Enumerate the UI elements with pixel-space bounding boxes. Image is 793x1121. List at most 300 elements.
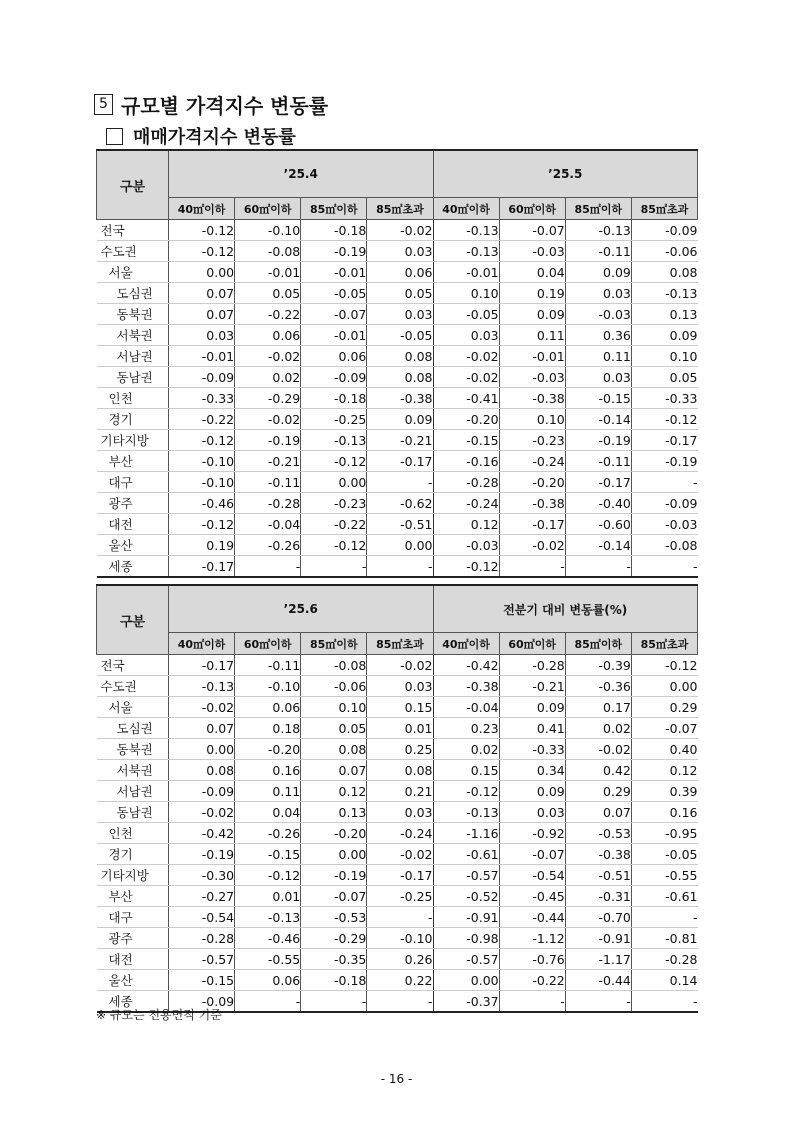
value-cell: 0.03 bbox=[565, 283, 631, 304]
value-cell: 0.05 bbox=[235, 283, 301, 304]
value-cell: 0.07 bbox=[169, 283, 235, 304]
value-cell: -0.12 bbox=[235, 865, 301, 886]
row-label: 전국 bbox=[97, 220, 169, 241]
value-cell: 0.00 bbox=[301, 844, 367, 865]
row-label: 도심권 bbox=[97, 718, 169, 739]
value-cell: -0.12 bbox=[169, 514, 235, 535]
value-cell: -0.02 bbox=[433, 346, 499, 367]
size-header: 85㎡이하 bbox=[565, 633, 631, 655]
table-row bbox=[97, 970, 698, 991]
size-header: 85㎡초과 bbox=[631, 633, 697, 655]
size-header: 85㎡초과 bbox=[367, 633, 433, 655]
value-cell: 0.22 bbox=[367, 970, 433, 991]
value-cell: -0.22 bbox=[301, 514, 367, 535]
table-row bbox=[97, 367, 698, 388]
value-cell: -0.02 bbox=[367, 655, 433, 676]
value-cell: -0.17 bbox=[367, 865, 433, 886]
value-cell: -0.06 bbox=[631, 241, 697, 262]
value-cell: -0.20 bbox=[301, 823, 367, 844]
value-cell: -1.16 bbox=[433, 823, 499, 844]
value-cell: -0.13 bbox=[301, 430, 367, 451]
table-row bbox=[97, 928, 698, 949]
value-cell: -0.10 bbox=[235, 220, 301, 241]
size-header: 60㎡이하 bbox=[235, 198, 301, 220]
value-cell: -0.02 bbox=[235, 409, 301, 430]
value-cell: -0.54 bbox=[169, 907, 235, 928]
value-cell: - bbox=[367, 907, 433, 928]
table-row bbox=[97, 823, 698, 844]
row-label: 전국 bbox=[97, 655, 169, 676]
table-row bbox=[97, 472, 698, 493]
size-header: 85㎡이하 bbox=[565, 198, 631, 220]
value-cell: -0.01 bbox=[301, 325, 367, 346]
table-row bbox=[97, 451, 698, 472]
size-header: 40㎡이하 bbox=[433, 633, 499, 655]
table-row bbox=[97, 718, 698, 739]
value-cell: 0.25 bbox=[367, 739, 433, 760]
size-header: 40㎡이하 bbox=[433, 198, 499, 220]
value-cell: 0.29 bbox=[565, 781, 631, 802]
value-cell: -0.33 bbox=[631, 388, 697, 409]
row-label: 기타지방 bbox=[97, 430, 169, 451]
value-cell: -0.01 bbox=[433, 262, 499, 283]
row-label: 도심권 bbox=[97, 283, 169, 304]
table-row bbox=[97, 388, 698, 409]
value-cell: -0.38 bbox=[367, 388, 433, 409]
value-cell: -0.25 bbox=[367, 886, 433, 907]
value-cell: -0.70 bbox=[565, 907, 631, 928]
value-cell: -0.02 bbox=[367, 844, 433, 865]
value-cell: 0.02 bbox=[433, 739, 499, 760]
value-cell: -0.44 bbox=[565, 970, 631, 991]
value-cell: -0.31 bbox=[565, 886, 631, 907]
value-cell: -0.12 bbox=[433, 556, 499, 578]
value-cell: 0.00 bbox=[169, 739, 235, 760]
value-cell: - bbox=[367, 991, 433, 1013]
value-cell: 0.04 bbox=[499, 262, 565, 283]
table-row bbox=[97, 283, 698, 304]
value-cell: -0.12 bbox=[169, 220, 235, 241]
value-cell: -0.29 bbox=[235, 388, 301, 409]
value-cell: -0.01 bbox=[499, 346, 565, 367]
value-cell: -0.01 bbox=[235, 262, 301, 283]
value-cell: -0.53 bbox=[565, 823, 631, 844]
value-cell: 0.12 bbox=[301, 781, 367, 802]
value-cell: -0.91 bbox=[433, 907, 499, 928]
value-cell: -0.39 bbox=[565, 655, 631, 676]
value-cell: 0.19 bbox=[499, 283, 565, 304]
table-row bbox=[97, 949, 698, 970]
value-cell: -0.28 bbox=[631, 949, 697, 970]
value-cell: -0.26 bbox=[235, 823, 301, 844]
table-row bbox=[97, 535, 698, 556]
value-cell: -0.28 bbox=[499, 655, 565, 676]
value-cell: -0.51 bbox=[565, 865, 631, 886]
value-cell: -0.17 bbox=[565, 472, 631, 493]
value-cell: -0.17 bbox=[631, 430, 697, 451]
table-row bbox=[97, 760, 698, 781]
value-cell: -0.22 bbox=[235, 304, 301, 325]
row-label: 동남권 bbox=[97, 367, 169, 388]
table-row bbox=[97, 346, 698, 367]
value-cell: -0.07 bbox=[301, 304, 367, 325]
value-cell: - bbox=[235, 556, 301, 578]
price-index-table-1 bbox=[96, 149, 698, 578]
value-cell: -0.20 bbox=[499, 472, 565, 493]
value-cell: 0.12 bbox=[631, 760, 697, 781]
value-cell: 0.16 bbox=[631, 802, 697, 823]
value-cell: 0.10 bbox=[433, 283, 499, 304]
table-row bbox=[97, 844, 698, 865]
value-cell: -0.19 bbox=[631, 451, 697, 472]
value-cell: -0.03 bbox=[433, 535, 499, 556]
value-cell: 0.03 bbox=[367, 802, 433, 823]
price-index-table-2 bbox=[96, 584, 698, 1013]
row-label: 서남권 bbox=[97, 781, 169, 802]
table-row bbox=[97, 676, 698, 697]
value-cell: 0.41 bbox=[499, 718, 565, 739]
size-header: 85㎡이하 bbox=[301, 198, 367, 220]
value-cell: -0.46 bbox=[169, 493, 235, 514]
value-cell: -0.03 bbox=[499, 241, 565, 262]
value-cell: -0.46 bbox=[235, 928, 301, 949]
table-row bbox=[97, 739, 698, 760]
value-cell: 0.05 bbox=[367, 283, 433, 304]
value-cell: -0.05 bbox=[367, 325, 433, 346]
value-cell: -0.10 bbox=[235, 676, 301, 697]
subsection-title: 매매가격지수 변동률 bbox=[133, 127, 296, 148]
value-cell: -0.19 bbox=[301, 865, 367, 886]
value-cell: -0.05 bbox=[301, 283, 367, 304]
value-cell: -0.92 bbox=[499, 823, 565, 844]
value-cell: 0.03 bbox=[367, 304, 433, 325]
page-number: - 16 - bbox=[380, 1072, 413, 1086]
value-cell: -0.91 bbox=[565, 928, 631, 949]
value-cell: 0.13 bbox=[631, 304, 697, 325]
value-cell: -0.10 bbox=[169, 472, 235, 493]
value-cell: -0.51 bbox=[367, 514, 433, 535]
value-cell: -0.52 bbox=[433, 886, 499, 907]
value-cell: 0.00 bbox=[433, 970, 499, 991]
row-label: 동북권 bbox=[97, 739, 169, 760]
value-cell: 0.39 bbox=[631, 781, 697, 802]
value-cell: -0.17 bbox=[367, 451, 433, 472]
value-cell: -0.07 bbox=[499, 844, 565, 865]
value-cell: -0.21 bbox=[235, 451, 301, 472]
value-cell: -0.09 bbox=[301, 367, 367, 388]
size-header: 85㎡이하 bbox=[301, 633, 367, 655]
value-cell: -0.12 bbox=[169, 430, 235, 451]
value-cell: -0.12 bbox=[301, 451, 367, 472]
value-cell: -0.28 bbox=[235, 493, 301, 514]
table-row bbox=[97, 802, 698, 823]
row-label: 기타지방 bbox=[97, 865, 169, 886]
value-cell: -0.13 bbox=[565, 220, 631, 241]
size-header: 60㎡이하 bbox=[235, 633, 301, 655]
value-cell: 0.06 bbox=[235, 970, 301, 991]
value-cell: -0.07 bbox=[301, 886, 367, 907]
value-cell: -0.02 bbox=[235, 346, 301, 367]
value-cell: 0.18 bbox=[235, 718, 301, 739]
value-cell: 0.10 bbox=[499, 409, 565, 430]
table-row bbox=[97, 262, 698, 283]
value-cell: 0.03 bbox=[565, 367, 631, 388]
table-row bbox=[97, 220, 698, 241]
section-heading bbox=[94, 90, 328, 119]
period-header: ’25.4 bbox=[169, 150, 434, 198]
period-header: ’25.6 bbox=[169, 585, 434, 633]
value-cell: -0.02 bbox=[565, 739, 631, 760]
value-cell: -0.12 bbox=[631, 409, 697, 430]
row-label: 서울 bbox=[97, 697, 169, 718]
table-row bbox=[97, 907, 698, 928]
row-label: 동북권 bbox=[97, 304, 169, 325]
value-cell: -0.02 bbox=[169, 697, 235, 718]
table-row bbox=[97, 781, 698, 802]
table-body bbox=[97, 655, 698, 1013]
value-cell: -0.01 bbox=[301, 262, 367, 283]
value-cell: -0.19 bbox=[235, 430, 301, 451]
row-label: 대구 bbox=[97, 472, 169, 493]
value-cell: -0.09 bbox=[631, 493, 697, 514]
value-cell: -0.10 bbox=[367, 928, 433, 949]
row-label: 대전 bbox=[97, 514, 169, 535]
period-header: ’25.5 bbox=[433, 150, 698, 198]
value-cell: 0.12 bbox=[433, 514, 499, 535]
value-cell: - bbox=[631, 907, 697, 928]
value-cell: 0.09 bbox=[367, 409, 433, 430]
value-cell: 0.06 bbox=[301, 346, 367, 367]
value-cell: -0.11 bbox=[235, 472, 301, 493]
value-cell: -0.04 bbox=[433, 697, 499, 718]
footnote: ※ 규모는 전용면적 기준 bbox=[96, 1008, 222, 1022]
value-cell: 0.02 bbox=[235, 367, 301, 388]
table-row bbox=[97, 556, 698, 578]
value-cell: 0.23 bbox=[433, 718, 499, 739]
value-cell: 0.11 bbox=[499, 325, 565, 346]
value-cell: -0.61 bbox=[631, 886, 697, 907]
value-cell: - bbox=[367, 556, 433, 578]
value-cell: -0.95 bbox=[631, 823, 697, 844]
value-cell: -0.15 bbox=[433, 430, 499, 451]
value-cell: 0.00 bbox=[367, 535, 433, 556]
value-cell: -0.37 bbox=[433, 991, 499, 1013]
value-cell: -0.09 bbox=[169, 367, 235, 388]
value-cell: 0.00 bbox=[169, 262, 235, 283]
value-cell: -0.12 bbox=[631, 655, 697, 676]
value-cell: 0.05 bbox=[301, 718, 367, 739]
value-cell: -0.17 bbox=[499, 514, 565, 535]
value-cell: -0.14 bbox=[565, 535, 631, 556]
value-cell: 0.26 bbox=[367, 949, 433, 970]
value-cell: -0.57 bbox=[169, 949, 235, 970]
value-cell: 0.07 bbox=[301, 760, 367, 781]
value-cell: 0.09 bbox=[631, 325, 697, 346]
value-cell: 0.10 bbox=[631, 346, 697, 367]
value-cell: 0.05 bbox=[631, 367, 697, 388]
value-cell: -0.54 bbox=[499, 865, 565, 886]
row-label: 수도권 bbox=[97, 241, 169, 262]
value-cell: 0.40 bbox=[631, 739, 697, 760]
value-cell: 0.09 bbox=[565, 262, 631, 283]
value-cell: -0.13 bbox=[631, 283, 697, 304]
value-cell: 0.29 bbox=[631, 697, 697, 718]
value-cell: 0.03 bbox=[169, 325, 235, 346]
value-cell: 0.13 bbox=[301, 802, 367, 823]
value-cell: -0.13 bbox=[433, 220, 499, 241]
row-label: 서울 bbox=[97, 262, 169, 283]
value-cell: -0.35 bbox=[301, 949, 367, 970]
value-cell: -0.11 bbox=[565, 241, 631, 262]
value-cell: 0.03 bbox=[499, 802, 565, 823]
value-cell: 0.01 bbox=[367, 718, 433, 739]
value-cell: -0.04 bbox=[235, 514, 301, 535]
value-cell: -0.13 bbox=[433, 241, 499, 262]
row-label: 대구 bbox=[97, 907, 169, 928]
value-cell: -0.02 bbox=[433, 367, 499, 388]
value-cell: -0.44 bbox=[499, 907, 565, 928]
row-label: 광주 bbox=[97, 928, 169, 949]
row-label: 동남권 bbox=[97, 802, 169, 823]
size-header: 60㎡이하 bbox=[499, 633, 565, 655]
value-cell: -0.07 bbox=[631, 718, 697, 739]
value-cell: -0.25 bbox=[301, 409, 367, 430]
row-label: 인천 bbox=[97, 388, 169, 409]
value-cell: -0.60 bbox=[565, 514, 631, 535]
value-cell: 0.06 bbox=[235, 697, 301, 718]
section-title: 규모별 가격지수 변동률 bbox=[121, 94, 329, 118]
size-header: 40㎡이하 bbox=[169, 198, 235, 220]
value-cell: 0.08 bbox=[367, 760, 433, 781]
value-cell: -0.12 bbox=[301, 535, 367, 556]
value-cell: -0.05 bbox=[631, 844, 697, 865]
table-row bbox=[97, 304, 698, 325]
value-cell: -0.15 bbox=[235, 844, 301, 865]
value-cell: -0.11 bbox=[235, 655, 301, 676]
table-row bbox=[97, 886, 698, 907]
value-cell: -0.08 bbox=[301, 655, 367, 676]
value-cell: 0.06 bbox=[367, 262, 433, 283]
value-cell: 0.19 bbox=[169, 535, 235, 556]
row-label: 수도권 bbox=[97, 676, 169, 697]
value-cell: 0.03 bbox=[367, 241, 433, 262]
value-cell: 0.21 bbox=[367, 781, 433, 802]
value-cell: 0.03 bbox=[433, 325, 499, 346]
value-cell: - bbox=[631, 472, 697, 493]
row-label: 세종 bbox=[108, 559, 133, 574]
table-row bbox=[97, 865, 698, 886]
value-cell: 0.09 bbox=[499, 781, 565, 802]
value-cell: -0.13 bbox=[169, 676, 235, 697]
value-cell: -0.41 bbox=[433, 388, 499, 409]
row-label: 울산 bbox=[97, 535, 169, 556]
value-cell: 0.36 bbox=[565, 325, 631, 346]
value-cell: -0.30 bbox=[169, 865, 235, 886]
value-cell: -0.02 bbox=[499, 535, 565, 556]
value-cell: 0.07 bbox=[169, 304, 235, 325]
row-label: 광주 bbox=[97, 493, 169, 514]
value-cell: -0.19 bbox=[169, 844, 235, 865]
value-cell: -0.38 bbox=[499, 493, 565, 514]
value-cell: -0.01 bbox=[169, 346, 235, 367]
value-cell: 0.03 bbox=[367, 676, 433, 697]
value-cell: -0.18 bbox=[301, 220, 367, 241]
table-row bbox=[97, 655, 698, 676]
table-row bbox=[97, 514, 698, 535]
value-cell: -0.14 bbox=[565, 409, 631, 430]
value-cell: 0.11 bbox=[235, 781, 301, 802]
value-cell: 0.09 bbox=[499, 304, 565, 325]
value-cell: -0.38 bbox=[433, 676, 499, 697]
row-label: 경기 bbox=[97, 409, 169, 430]
value-cell: -0.61 bbox=[433, 844, 499, 865]
table-row bbox=[97, 409, 698, 430]
row-label: 서북권 bbox=[97, 760, 169, 781]
size-header: 40㎡이하 bbox=[169, 633, 235, 655]
section-number-box: 5 bbox=[94, 94, 113, 115]
value-cell: -0.22 bbox=[499, 970, 565, 991]
value-cell: 0.07 bbox=[565, 802, 631, 823]
value-cell: - bbox=[301, 991, 367, 1013]
table-body bbox=[97, 220, 698, 578]
value-cell: -0.40 bbox=[565, 493, 631, 514]
size-header: 85㎡초과 bbox=[631, 198, 697, 220]
value-cell: -0.22 bbox=[169, 409, 235, 430]
value-cell: -0.19 bbox=[565, 430, 631, 451]
value-cell: -0.55 bbox=[235, 949, 301, 970]
period-header: 전분기 대비 변동률(%) bbox=[433, 585, 698, 633]
value-cell: 0.04 bbox=[235, 802, 301, 823]
value-cell: -0.23 bbox=[499, 430, 565, 451]
row-label: 경기 bbox=[97, 844, 169, 865]
value-cell: - bbox=[631, 991, 697, 1013]
value-cell: -0.07 bbox=[499, 220, 565, 241]
value-cell: -0.13 bbox=[235, 907, 301, 928]
value-cell: 0.08 bbox=[367, 367, 433, 388]
value-cell: 0.00 bbox=[631, 676, 697, 697]
value-cell: 0.01 bbox=[235, 886, 301, 907]
value-cell: - bbox=[235, 991, 301, 1013]
value-cell: 0.15 bbox=[367, 697, 433, 718]
value-cell: 0.09 bbox=[499, 697, 565, 718]
value-cell: -1.12 bbox=[499, 928, 565, 949]
value-cell: -0.45 bbox=[499, 886, 565, 907]
value-cell: 0.14 bbox=[631, 970, 697, 991]
value-cell: -0.09 bbox=[169, 781, 235, 802]
value-cell: -0.27 bbox=[169, 886, 235, 907]
size-header: 85㎡초과 bbox=[367, 198, 433, 220]
value-cell: - bbox=[499, 991, 565, 1013]
value-cell: -0.55 bbox=[631, 865, 697, 886]
value-cell: 0.17 bbox=[565, 697, 631, 718]
row-label: 부산 bbox=[97, 451, 169, 472]
value-cell: -0.81 bbox=[631, 928, 697, 949]
value-cell: -0.57 bbox=[433, 949, 499, 970]
value-cell: -0.28 bbox=[433, 472, 499, 493]
table-row bbox=[97, 241, 698, 262]
value-cell: -0.23 bbox=[301, 493, 367, 514]
value-cell: -0.21 bbox=[499, 676, 565, 697]
value-cell: - bbox=[565, 556, 631, 578]
value-cell: -0.26 bbox=[235, 535, 301, 556]
value-cell: -0.03 bbox=[499, 367, 565, 388]
value-cell: 0.06 bbox=[235, 325, 301, 346]
value-cell: -0.28 bbox=[169, 928, 235, 949]
value-cell: -0.05 bbox=[433, 304, 499, 325]
value-cell: -0.98 bbox=[433, 928, 499, 949]
value-cell: -0.42 bbox=[433, 655, 499, 676]
value-cell: -0.13 bbox=[433, 802, 499, 823]
